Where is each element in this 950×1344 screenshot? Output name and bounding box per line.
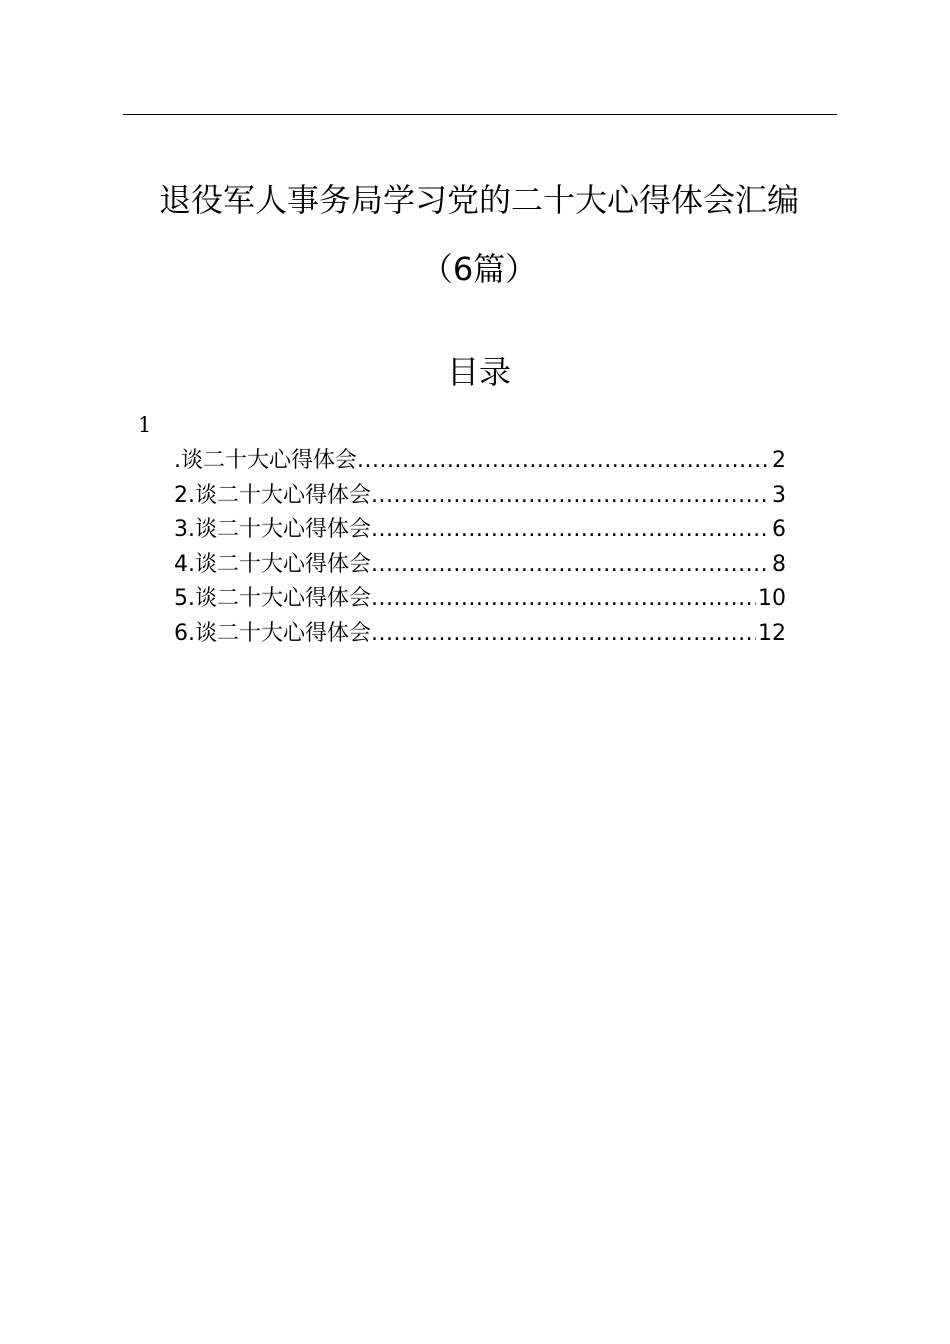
header-rule <box>123 114 837 115</box>
toc-dot-leader <box>371 513 770 547</box>
toc-dot-leader <box>371 479 770 513</box>
toc-entry-title: 3.谈二十大心得体会 <box>174 517 371 543</box>
toc-entry-page: 8 <box>772 551 786 577</box>
toc-entry-page: 6 <box>772 517 786 543</box>
toc-entry-page: 2 <box>772 448 786 473</box>
document-title: 退役军人事务局学习党的二十大心得体会汇编 <box>158 181 799 219</box>
toc-entry-title: 5.谈二十大心得体会 <box>174 586 371 612</box>
toc-dot-leader <box>371 582 756 616</box>
document-subtitle: （6篇） <box>420 250 538 288</box>
toc-stray-number: 1 <box>138 413 152 437</box>
toc-dot-leader <box>371 617 756 651</box>
toc-entry-page: 10 <box>758 586 786 612</box>
toc-entry-title: 2.谈二十大心得体会 <box>174 482 371 508</box>
toc-entry-page: 3 <box>772 482 786 508</box>
toc-entry[interactable] <box>174 582 786 617</box>
toc-entry[interactable] <box>174 617 786 652</box>
toc-list <box>174 444 786 652</box>
toc-heading: 目录 <box>446 353 511 391</box>
toc-entry[interactable] <box>174 444 786 479</box>
toc-dot-leader <box>357 444 770 478</box>
toc-entry-page: 12 <box>758 620 786 646</box>
toc-entry-title: .谈二十大心得体会 <box>174 448 357 473</box>
toc-entry[interactable] <box>174 548 786 583</box>
toc-dot-leader <box>371 548 770 582</box>
toc-entry-title: 4.谈二十大心得体会 <box>174 551 371 577</box>
toc-entry[interactable] <box>174 479 786 514</box>
toc-entry[interactable] <box>174 513 786 548</box>
toc-entry-title: 6.谈二十大心得体会 <box>174 620 371 646</box>
